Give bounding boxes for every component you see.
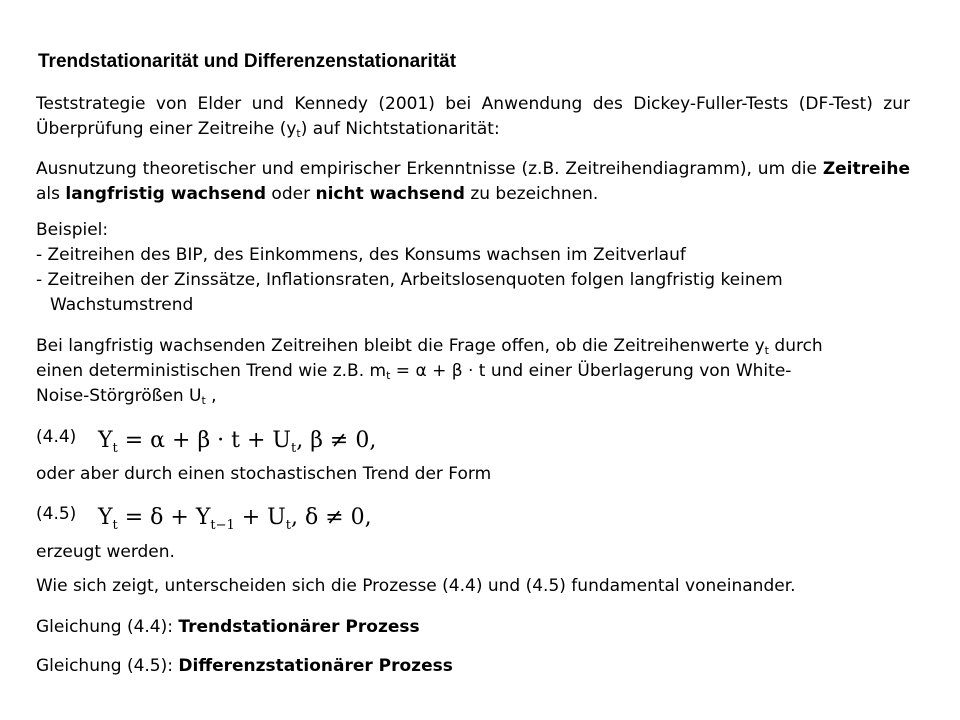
usage-bold-1: Zeitreihe (822, 159, 910, 179)
alternative-text: oder aber durch einen stochastischen Trend der Form (36, 464, 492, 484)
question-line-3 (36, 384, 910, 409)
question-text-2: durch (769, 336, 823, 356)
formula-4-4 (98, 426, 376, 456)
intro-text: Teststrategie von Elder und Kennedy (2001) bei Anwendung des Dickey-Fuller-Tests (DF-Test) zur Überprüfung einer Zeitreihe (y (36, 94, 910, 139)
formula-4-5-end: , δ ≠ 0, (290, 505, 372, 530)
result-4-5 (36, 654, 910, 679)
question-subscript-2: t (386, 369, 391, 382)
result-4-4 (36, 615, 910, 640)
question-text-5: Noise-Störgrößen U (36, 386, 202, 406)
formula-4-5-mid: = δ + Y (117, 505, 211, 530)
result-4-5-value: Differenzstationärer Prozess (178, 656, 453, 676)
formula-4-4-mid-sub: t (290, 441, 297, 456)
formula-4-5-lhs: Y (98, 505, 113, 530)
example-label: Beispiel: (36, 220, 109, 240)
example-item-2: - Zeitreihen der Zinssätze, Inflationsraten, Arbeitslosenquoten folgen langfristig keinem (36, 270, 783, 290)
usage-text-2: als (36, 184, 66, 204)
question-subscript-3: t (201, 394, 206, 407)
usage-text-1: Ausnutzung theoretischer und empirischer Erkenntnisse (z.B. Zeitreihendiagramm), um die (36, 159, 823, 179)
question-line-2 (36, 359, 910, 384)
formula-4-5-mid-sub: t−1 (210, 518, 235, 533)
formula-4-4-end: , β ≠ 0, (296, 428, 377, 453)
equation-number-4-4: (4.4) (36, 426, 77, 447)
usage-bold-2: langfristig wachsend (65, 184, 267, 204)
formula-4-5 (98, 503, 372, 533)
usage-text-4: zu bezeichnen. (464, 184, 599, 204)
question-text-6: , (205, 386, 217, 406)
result-4-4-value: Trendstationärer Prozess (178, 617, 420, 637)
formula-4-4-lhs-sub: t (112, 441, 118, 456)
equation-number-4-5: (4.5) (36, 503, 77, 524)
slide (36, 0, 910, 720)
formula-4-5-lhs-sub: t (112, 518, 118, 533)
usage-text-3: oder (266, 184, 316, 204)
question-text-3: einen deterministischen Trend wie z.B. m (36, 361, 387, 381)
comparison-text: Wie sich zeigt, unterscheiden sich die Prozesse (4.4) und (4.5) fundamental voneinander. (36, 576, 796, 596)
question-subscript-1: t (764, 344, 769, 357)
question-text-4: = α + β · t und einer Überlagerung von White- (390, 361, 792, 381)
intro-after: ) auf Nichtstationarität: (300, 119, 500, 139)
intro-paragraph (36, 92, 910, 142)
question-text-1: Bei langfristig wachsenden Zeitreihen bleibt die Frage offen, ob die Zeitreihenwerte y (36, 336, 765, 356)
example-item-2-continuation: Wachstumstrend (50, 295, 194, 315)
question-line-1 (36, 334, 910, 359)
equation-4-4-row (36, 422, 910, 456)
generated-text: erzeugt werden. (36, 542, 175, 562)
equation-4-5-row (36, 499, 910, 533)
slide-title: Trendstationarität und Differenzenstationarität (38, 51, 457, 72)
formula-4-4-lhs: Y (98, 428, 113, 453)
formula-4-5-mid2-sub: t (285, 518, 291, 533)
formula-4-5-mid2: + U (234, 505, 286, 530)
usage-paragraph (36, 157, 910, 207)
formula-4-4-mid: = α + β · t + U (117, 428, 291, 453)
intro-subscript: t (296, 127, 301, 140)
result-4-5-label: Gleichung (4.5): (36, 656, 179, 676)
usage-bold-3: nicht wachsend (315, 184, 465, 204)
example-item-1: - Zeitreihen des BIP, des Einkommens, des Konsums wachsen im Zeitverlauf (36, 245, 686, 265)
result-4-4-label: Gleichung (4.4): (36, 617, 179, 637)
